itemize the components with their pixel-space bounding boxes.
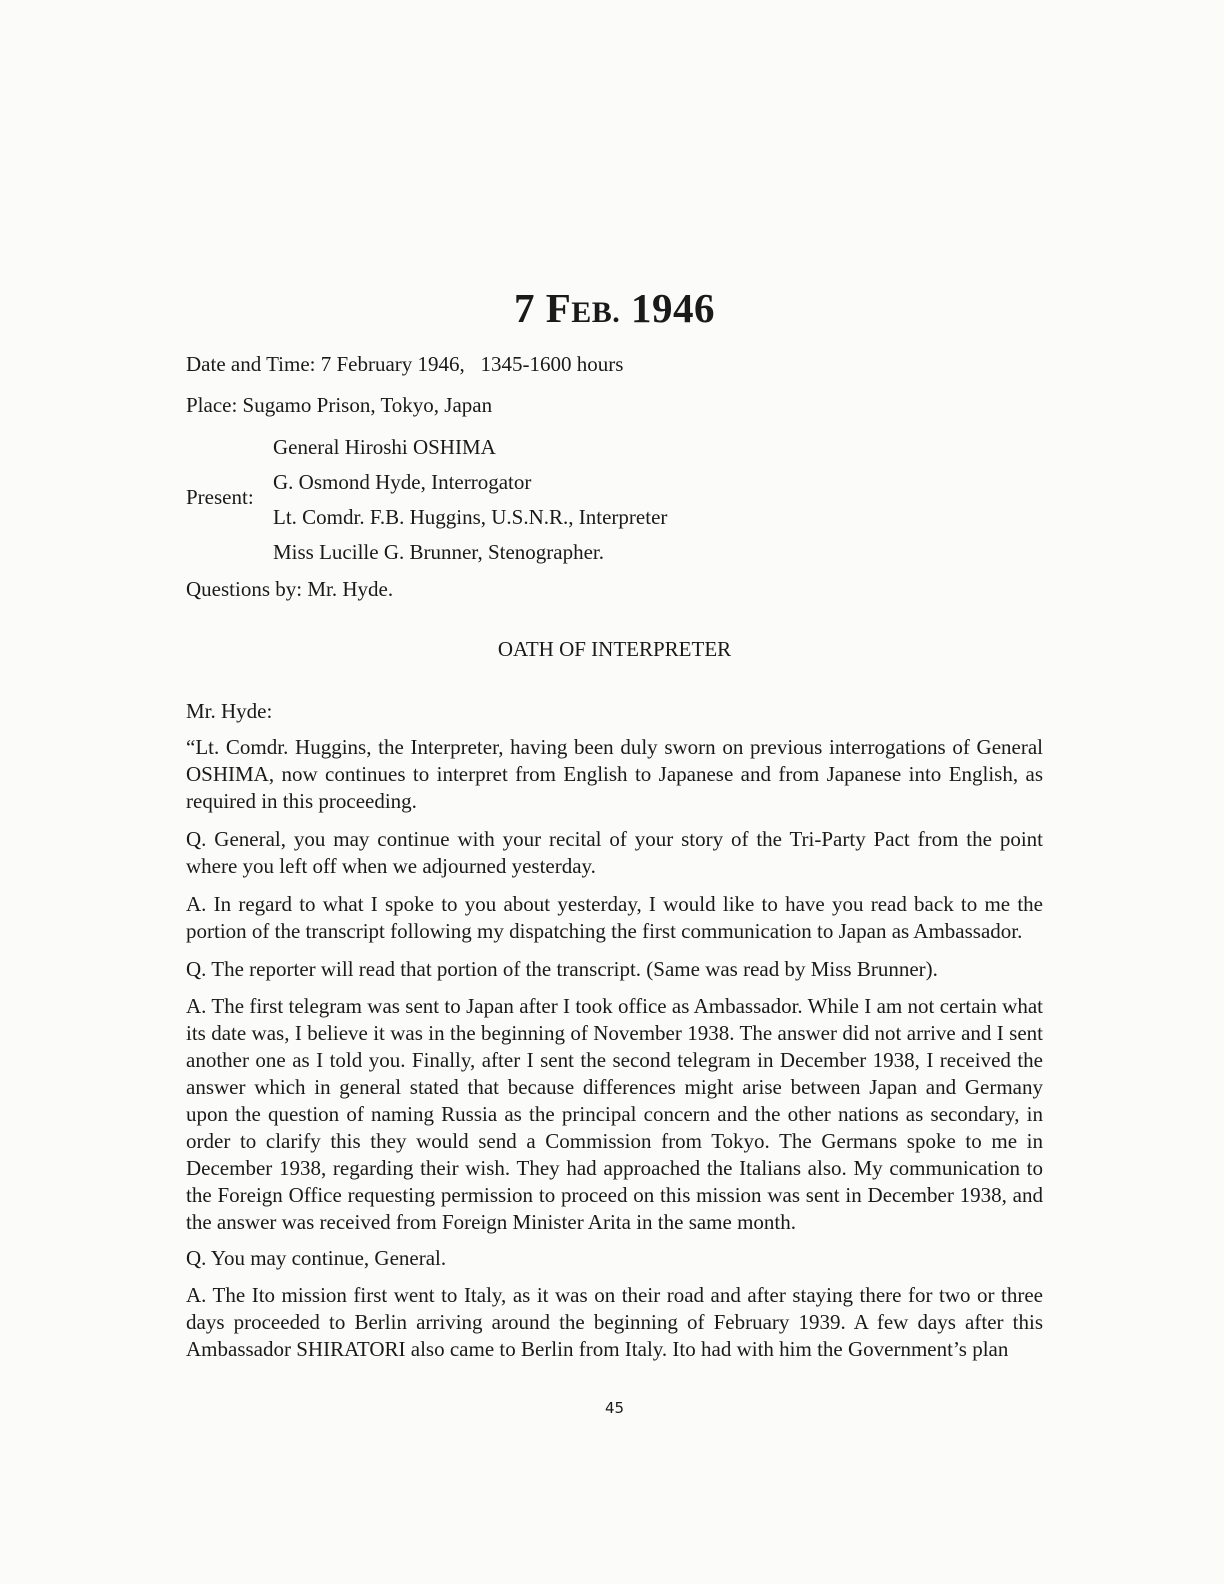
date-time-line: Date and Time: 7 February 1946, 1345-1600 hours: [186, 352, 624, 376]
present-person: General Hiroshi OSHIMA: [273, 435, 496, 459]
paragraph: Q. You may continue, General.: [186, 1246, 447, 1270]
paragraph: “Lt. Comdr. Huggins, the Interpreter, having been duly sworn on previous interrogations of General OSHIMA, now continues to interpret from English to Japanese and from Japanese into English, as required in this proceeding.: [186, 735, 1043, 813]
present-person: Lt. Comdr. F.B. Huggins, U.S.N.R., Interpreter: [273, 505, 668, 529]
section-heading: OATH OF INTERPRETER: [497, 637, 732, 661]
present-person: G. Osmond Hyde, Interrogator: [273, 470, 532, 494]
document-page: [186, 0, 1043, 1584]
title-day: 7: [513, 285, 535, 331]
speaker-label: Mr. Hyde:: [186, 699, 273, 723]
paragraph: Q. The reporter will read that portion of the transcript. (Same was read by Miss Brunner).: [186, 957, 938, 981]
place-line: Place: Sugamo Prison, Tokyo, Japan: [186, 393, 493, 417]
present-list: [273, 433, 667, 573]
title-month-initial: F: [545, 285, 572, 331]
present-label: Present:: [186, 485, 254, 509]
paragraph: A. In regard to what I spoke to you about yesterday, I would like to have you read back to me the portion of the transcript following my dispatching the first communication to Japan as Ambassador.: [186, 892, 1043, 943]
paragraph: A. The Ito mission first went to Italy, as it was on their road and after staying there for two or three days proceeded to Berlin arriving around the beginning of February 1939. A few days after this Ambassador SHIRATORI also came to Berlin from Italy. Ito had with him the Government’s plan: [186, 1283, 1043, 1361]
page-title: [186, 284, 1043, 332]
questions-by-line: Questions by: Mr. Hyde.: [186, 577, 394, 601]
page-number: 45: [604, 1399, 625, 1417]
present-person: Miss Lucille G. Brunner, Stenographer.: [273, 540, 605, 564]
paragraph: A. The first telegram was sent to Japan after I took office as Ambassador. While I am not certain what its date was, I believe it was in the beginning of November 1938. The answer did not arrive and I sent another one as I told you. Finally, after I sent the second telegram in December 1938, I received the answer which in general stated that because differences might arise between Japan and Germany upon the question of naming Russia as the principal concern and the other nations as secondary, in order to clarify this they would send a Commission from Tokyo. The Germans spoke to me in December 1938, regarding their wish. They had approached the Italians also. My communication to the Foreign Office requesting permission to proceed on this mission was sent in December 1938, and the answer was received from Foreign Minister Arita in the same month.: [186, 994, 1043, 1234]
paragraph: Q. General, you may continue with your recital of your story of the Tri-Party Pact from the point where you left off when we adjourned yesterday.: [186, 827, 1043, 878]
title-month-rest: EB.: [571, 296, 621, 329]
title-year: 1946: [631, 285, 716, 331]
